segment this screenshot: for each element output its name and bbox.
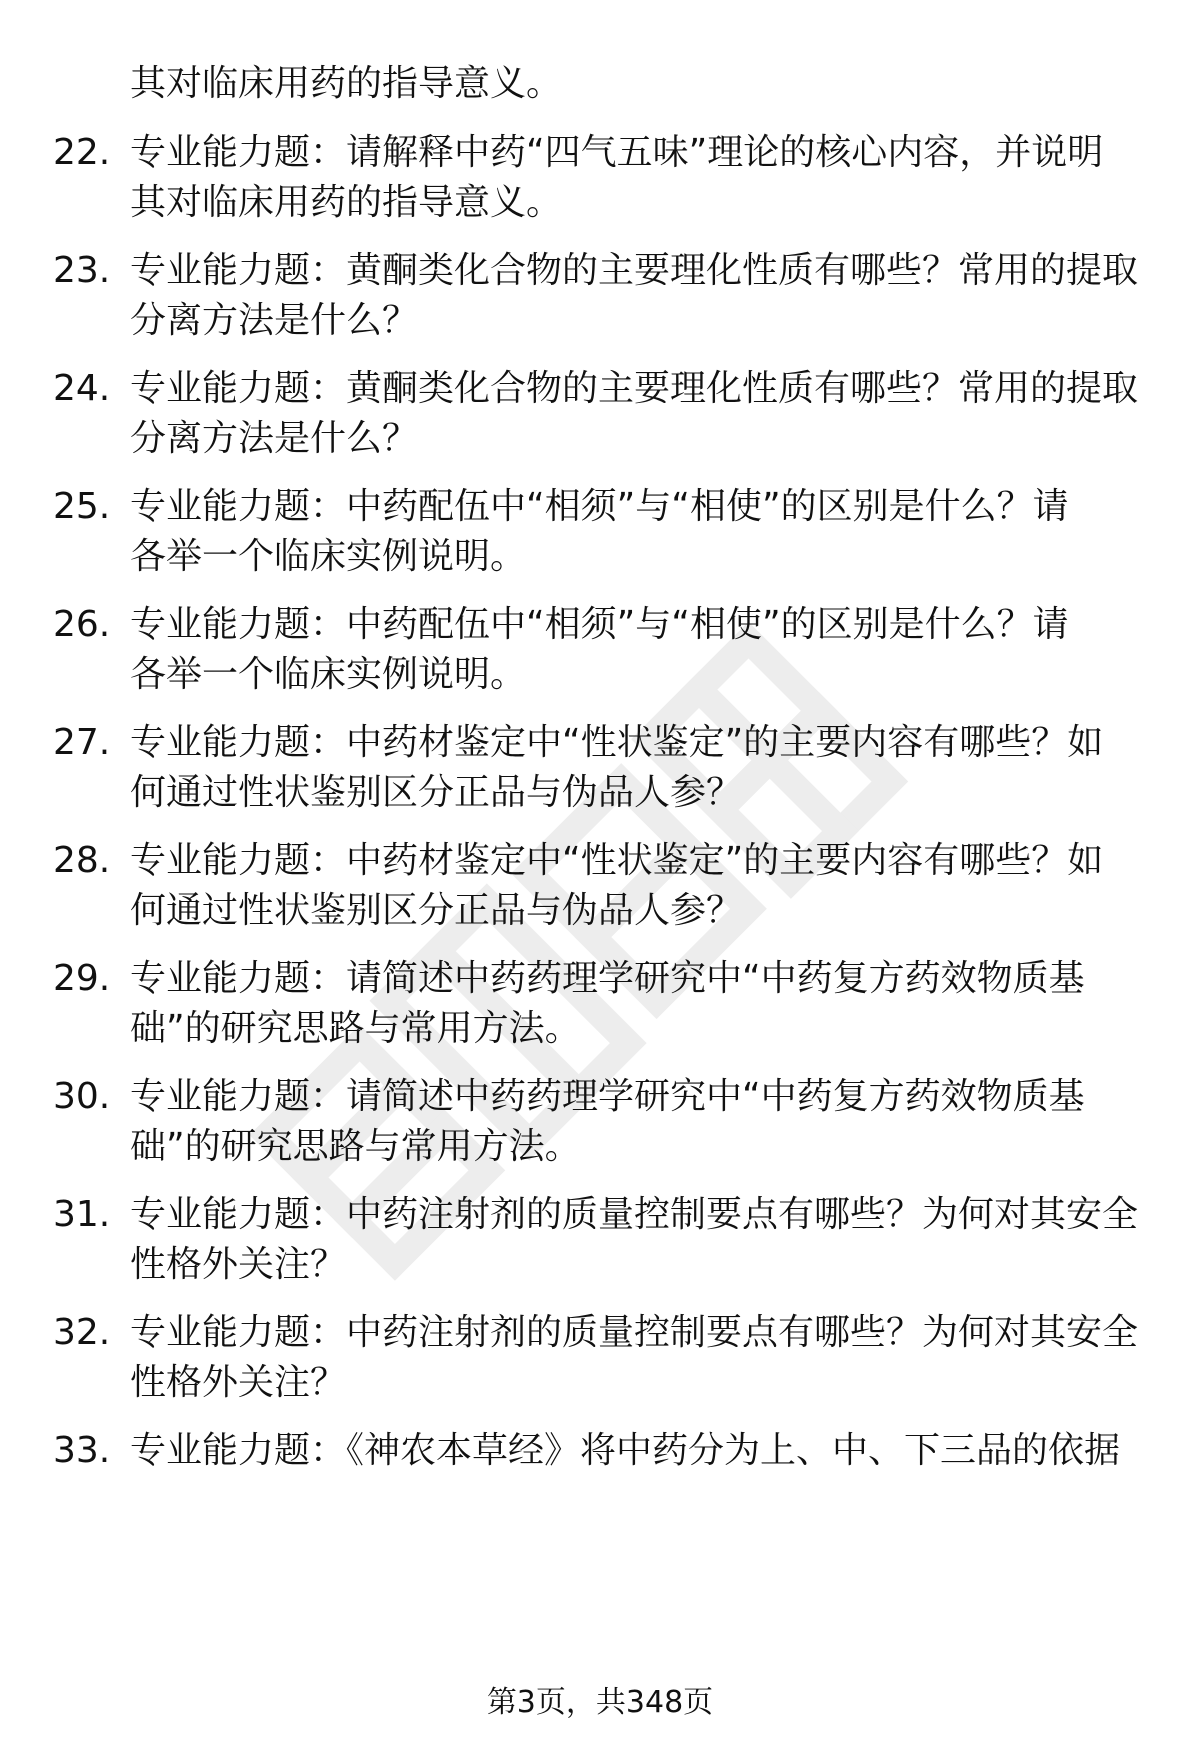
question-text-line1: 专业能力题：中药材鉴定中“性状鉴定”的主要内容有哪些？如: [130, 722, 1104, 763]
question-number: 25.: [53, 486, 111, 527]
question-text-line2: 何通过性状鉴别区分正品与伪品人参？: [130, 890, 743, 931]
question-number: 23.: [53, 250, 111, 291]
question-text-line2: 础”的研究思路与常用方法。: [130, 1126, 581, 1167]
question-text-line1: 专业能力题：请简述中药药理学研究中“中药复方药效物质基: [130, 958, 1085, 999]
question-number: 31.: [53, 1194, 111, 1235]
question-text-line2: 性格外关注？: [130, 1244, 347, 1285]
question-text-line1: 专业能力题：中药注射剂的质量控制要点有哪些？为何对其安全: [130, 1194, 1139, 1235]
question-text-line1: 专业能力题：请简述中药药理学研究中“中药复方药效物质基: [130, 1076, 1085, 1117]
question-text-line2: 各举一个临床实例说明。: [130, 654, 527, 695]
question-number: 22.: [53, 132, 111, 173]
question-text-line2: 其对临床用药的指导意义。: [130, 182, 563, 223]
question-text-line2: 何通过性状鉴别区分正品与伪品人参？: [130, 772, 743, 813]
question-text-line2: 分离方法是什么？: [130, 300, 419, 341]
question-number: 28.: [53, 840, 111, 881]
question-number: 29.: [53, 958, 111, 999]
question-text-line1: 专业能力题：黄酮类化合物的主要理化性质有哪些？常用的提取: [130, 368, 1139, 409]
question-text-line2: 性格外关注？: [130, 1362, 347, 1403]
question-number: 24.: [53, 368, 111, 409]
question-text-line2: 各举一个临床实例说明。: [130, 536, 527, 577]
question-text-line1: 专业能力题：中药材鉴定中“性状鉴定”的主要内容有哪些？如: [130, 840, 1104, 881]
question-number: 33.: [53, 1430, 111, 1471]
question-text-line1: 专业能力题：中药配伍中“相须”与“相使”的区别是什么？请: [130, 604, 1069, 645]
question-number: 32.: [53, 1312, 111, 1353]
question-text-line1: 专业能力题：请解释中药“四气五味”理论的核心内容，并说明: [130, 132, 1104, 173]
question-text-line1: 专业能力题：《神农本草经》将中药分为上、中、下三品的依据: [130, 1430, 1121, 1471]
question-number: 27.: [53, 722, 111, 763]
continuation-text: 其对临床用药的指导意义。: [130, 63, 563, 104]
question-number: 30.: [53, 1076, 111, 1117]
question-text-line1: 专业能力题：黄酮类化合物的主要理化性质有哪些？常用的提取: [130, 250, 1139, 291]
question-text-line1: 专业能力题：中药配伍中“相须”与“相使”的区别是什么？请: [130, 486, 1069, 527]
page-footer: 第3页，共348页: [486, 1685, 714, 1720]
question-text-line2: 础”的研究思路与常用方法。: [130, 1008, 581, 1049]
question-number: 26.: [53, 604, 111, 645]
question-text-line1: 专业能力题：中药注射剂的质量控制要点有哪些？为何对其安全: [130, 1312, 1139, 1353]
question-text-line2: 分离方法是什么？: [130, 418, 419, 459]
